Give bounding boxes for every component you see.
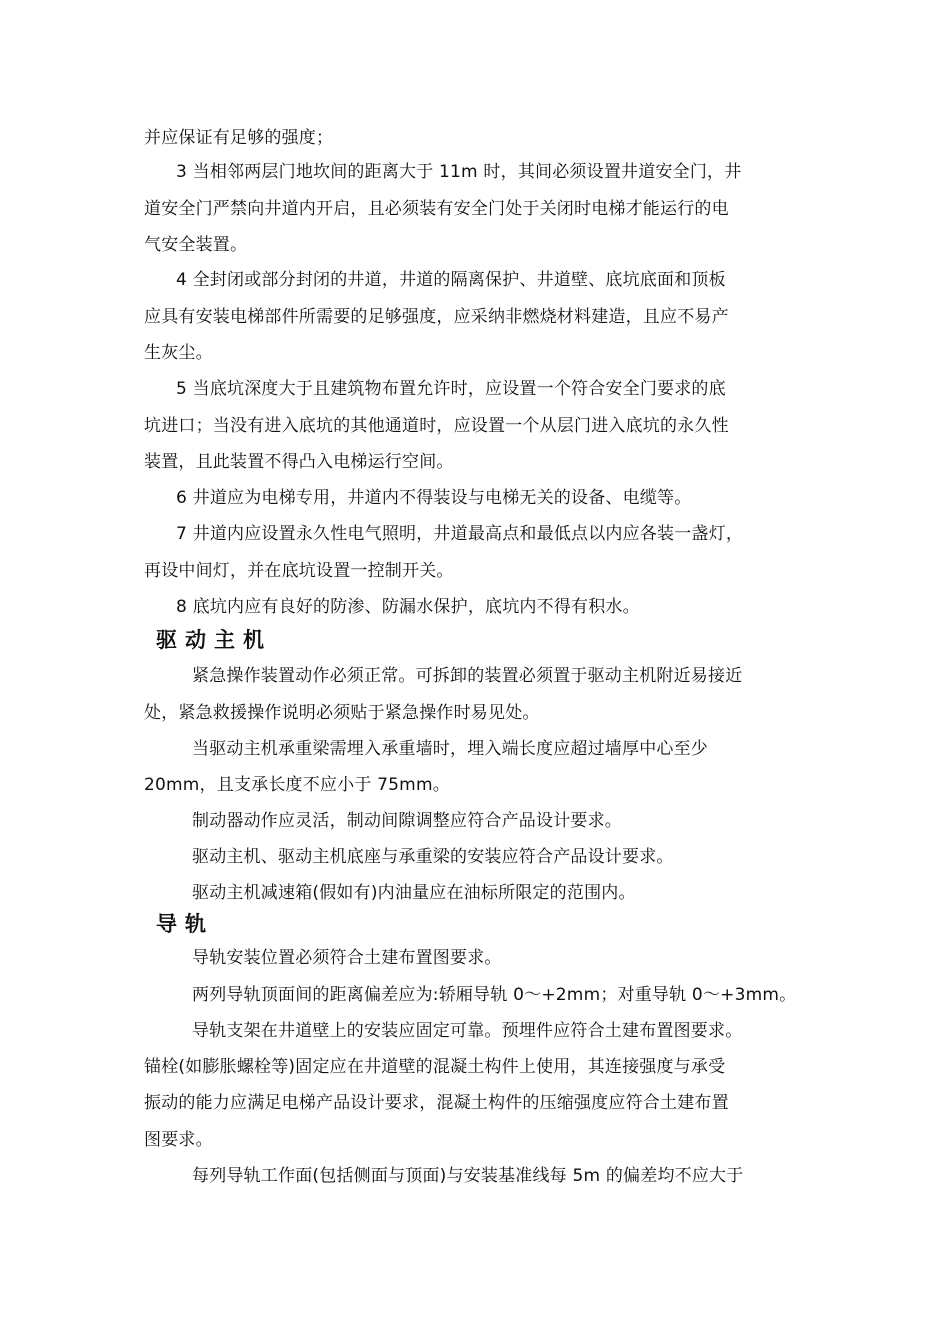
paragraph-line: 制动器动作应灵活，制动间隙调整应符合产品设计要求。 (192, 811, 622, 831)
paragraph-line: 并应保证有足够的强度； (144, 128, 334, 148)
paragraph-line: 气安全装置。 (144, 235, 248, 255)
paragraph-line: 装置，且此装置不得凸入电梯运行空间。 (144, 452, 454, 472)
paragraph-line: 驱动主机、驱动主机底座与承重梁的安装应符合产品设计要求。 (192, 847, 674, 867)
paragraph-line: 7 井道内应设置永久性电气照明，井道最高点和最低点以内应各装一盏灯， (176, 524, 744, 544)
paragraph-line: 当驱动主机承重梁需埋入承重墙时，埋入端长度应超过墙厚中心至少 (192, 739, 708, 759)
paragraph-line: 紧急操作装置动作必须正常。可拆卸的装置必须置于驱动主机附近易接近 (192, 666, 743, 686)
paragraph-line: 再设中间灯，并在底坑设置一控制开关。 (144, 561, 454, 581)
paragraph-line: 3 当相邻两层门地坎间的距离大于 11m 时，其间必须设置井道安全门，井 (176, 162, 742, 182)
paragraph-line: 锚栓(如膨胀螺栓等)固定应在井道壁的混凝土构件上使用，其连接强度与承受 (144, 1057, 726, 1077)
paragraph-line: 两列导轨顶面间的距离偏差应为:轿厢导轨 0～+2mm；对重导轨 0～+3mm。 (192, 985, 797, 1005)
paragraph-line: 道安全门严禁向井道内开启，且必须装有安全门处于关闭时电梯才能运行的电 (144, 199, 729, 219)
paragraph-line: 应具有安装电梯部件所需要的足够强度，应采纳非燃烧材料建造，且应不易产 (144, 307, 729, 327)
section-heading-drive: 驱动主机 (156, 628, 272, 652)
section-heading-rail: 导轨 (156, 912, 214, 936)
paragraph-line: 处，紧急救援操作说明必须贴于紧急操作时易见处。 (144, 703, 540, 723)
paragraph-line: 20mm，且支承长度不应小于 75mm。 (144, 775, 450, 795)
paragraph-line: 导轨支架在井道壁上的安装应固定可靠。预埋件应符合土建布置图要求。 (192, 1021, 743, 1041)
paragraph-line: 图要求。 (144, 1130, 213, 1150)
paragraph-line: 坑进口；当没有进入底坑的其他通道时，应设置一个从层门进入底坑的永久性 (144, 416, 729, 436)
paragraph-line: 5 当底坑深度大于且建筑物布置允许时，应设置一个符合安全门要求的底 (176, 379, 726, 399)
paragraph-line: 驱动主机减速箱(假如有)内油量应在油标所限定的范围内。 (192, 883, 636, 903)
paragraph-line: 导轨安装位置必须符合土建布置图要求。 (192, 948, 502, 968)
paragraph-line: 6 井道应为电梯专用，井道内不得装设与电梯无关的设备、电缆等。 (176, 488, 692, 508)
paragraph-line: 8 底坑内应有良好的防渗、防漏水保护，底坑内不得有积水。 (176, 597, 640, 617)
paragraph-line: 每列导轨工作面(包括侧面与顶面)与安装基准线每 5m 的偏差均不应大于 (192, 1166, 744, 1186)
paragraph-line: 振动的能力应满足电梯产品设计要求，混凝土构件的压缩强度应符合土建布置 (144, 1093, 729, 1113)
paragraph-line: 4 全封闭或部分封闭的井道，井道的隔离保护、井道壁、底坑底面和顶板 (176, 270, 726, 290)
paragraph-line: 生灰尘。 (144, 343, 213, 363)
